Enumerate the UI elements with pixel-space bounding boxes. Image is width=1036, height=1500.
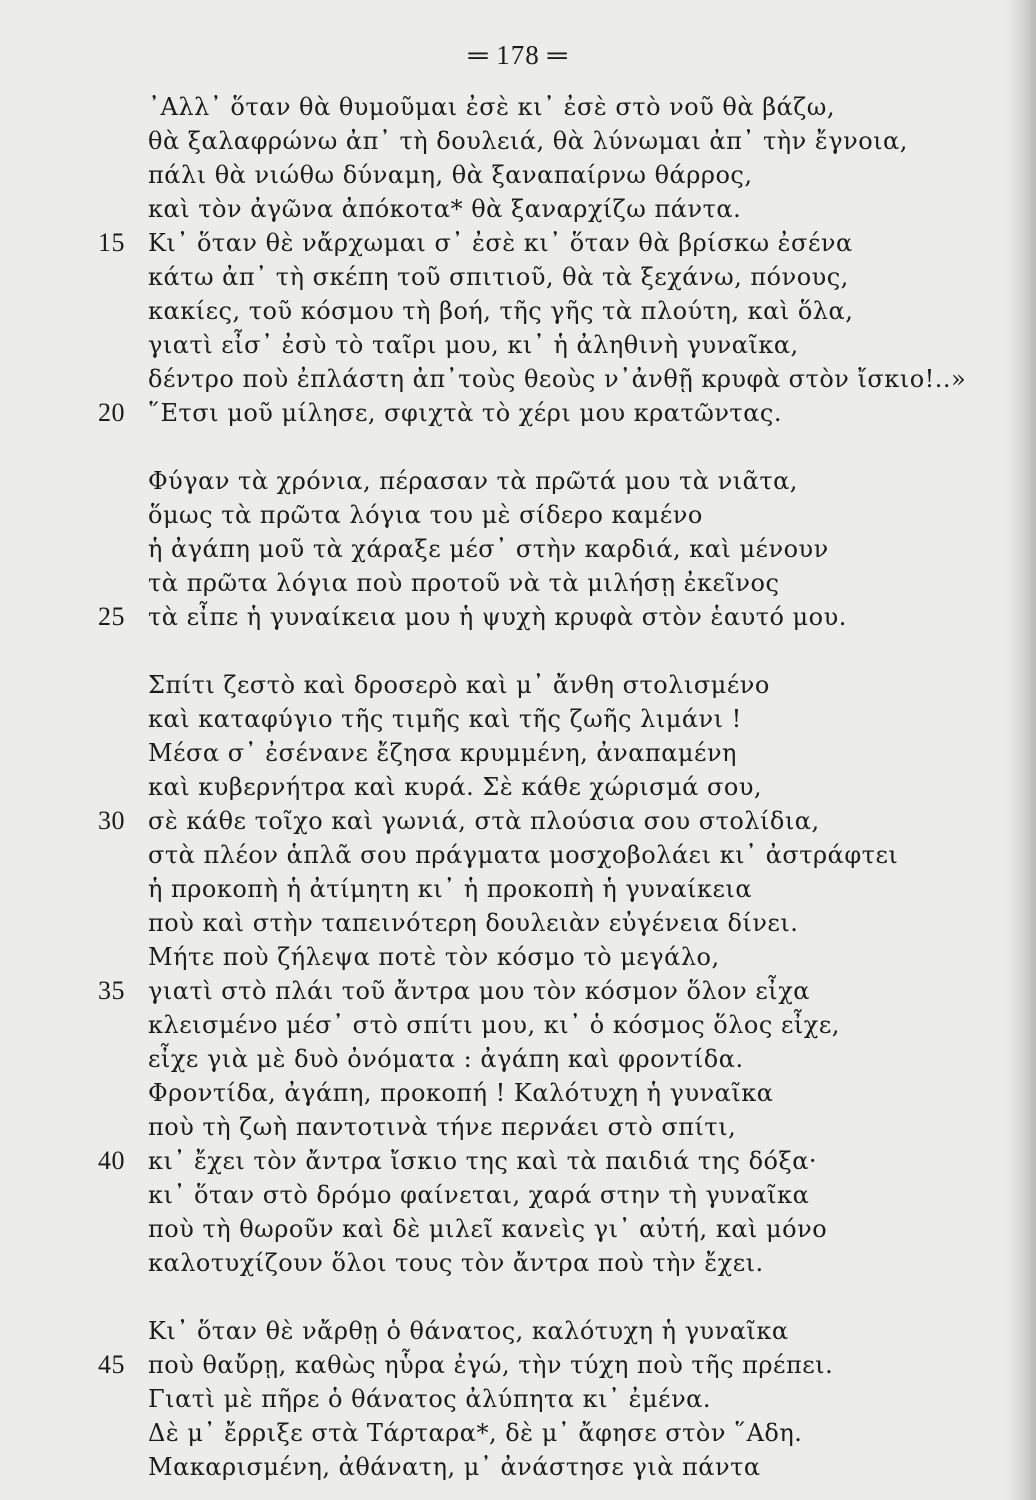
verse-line: [98, 702, 998, 736]
verse-line: [98, 1450, 998, 1484]
verse-line: [98, 260, 998, 294]
verse-text: ἡ ἀγάπη μοῦ τὰ χάραξε μέσ᾿ στὴν καρδιά, καὶ μένουν: [148, 535, 829, 563]
verse-line: [98, 940, 998, 974]
verse-line: [98, 1212, 998, 1246]
verse-text: εἶχε γιὰ μὲ δυὸ ὀνόματα : ἀγάπη καὶ φροντίδα.: [148, 1045, 744, 1073]
verse-line: [98, 1246, 998, 1280]
verse-text: Φύγαν τὰ χρόνια, πέρασαν τὰ πρῶτά μου τὰ νιᾶτα,: [148, 467, 798, 495]
verse-line: [98, 600, 998, 634]
verse-text: ποὺ καὶ στὴν ταπεινότερη δουλειὰν εὐγένεια δίνει.: [148, 909, 799, 937]
line-number: 40: [98, 1146, 125, 1175]
verse-text: Φροντίδα, ἀγάπη, προκοπή ! Καλότυχη ἡ γυναῖκα: [148, 1079, 774, 1107]
poem-text: [98, 90, 998, 1484]
verse-text: ῞Ετσι μοῦ μίλησε, σφιχτὰ τὸ χέρι μου κρατῶντας.: [148, 399, 782, 427]
verse-line: [98, 906, 998, 940]
verse-text: κακίες, τοῦ κόσμου τὴ βοή, τῆς γῆς τὰ πλούτη, καὶ ὅλα,: [148, 297, 854, 325]
verse-text: κλεισμένο μέσ᾿ στὸ σπίτι μου, κι᾿ ὁ κόσμος ὅλος εἶχε,: [148, 1011, 840, 1039]
verse-line: [98, 532, 998, 566]
page-edge-shadow: [1006, 0, 1036, 1500]
stanza-gap: [98, 634, 998, 668]
verse-text: κι᾿ ἔχει τὸν ἄντρα ἴσκιο της καὶ τὰ παιδιά της δόξα·: [148, 1147, 818, 1175]
verse-text: ποὺ τὴ θωροῦν καὶ δὲ μιλεῖ κανεὶς γι᾿ αὐτή, καὶ μόνο: [148, 1215, 828, 1243]
verse-text: ὅμως τὰ πρῶτα λόγια του μὲ σίδερο καμένο: [148, 501, 703, 529]
verse-text: γιατὶ στὸ πλάι τοῦ ἄντρα μου τὸν κόσμον ὅλον εἶχα: [148, 977, 810, 1005]
page-number: ═ 178 ═: [468, 40, 568, 70]
verse-text: Γιατὶ μὲ πῆρε ὁ θάνατος ἀλύπητα κι᾿ ἐμένα.: [148, 1385, 711, 1413]
verse-text: Μακαρισμένη, ἀθάνατη, μ᾿ ἀνάστησε γιὰ πάντα: [148, 1453, 761, 1481]
verse-text: κάτω ἀπ᾿ τὴ σκέπη τοῦ σπιτιοῦ, θὰ τὰ ξεχάνω, πόνους,: [148, 263, 849, 291]
verse-line: [98, 770, 998, 804]
stanza-gap: [98, 430, 998, 464]
verse-text: θὰ ξαλαφρώνω ἀπ᾿ τὴ δουλειά, θὰ λύνωμαι ἀπ᾿ τὴν ἔγνοια,: [148, 127, 908, 155]
verse-text: πάλι θὰ νιώθω δύναμη, θὰ ξαναπαίρνω θάρρος,: [148, 161, 753, 189]
verse-text: καὶ καταφύγιο τῆς τιμῆς καὶ τῆς ζωῆς λιμάνι !: [148, 705, 742, 733]
verse-text: κι᾿ ὅταν στὸ δρόμο φαίνεται, χαρά στην τὴ γυναῖκα: [148, 1181, 810, 1209]
line-number: 25: [98, 602, 125, 631]
verse-line: [98, 1008, 998, 1042]
verse-text: Μήτε ποὺ ζήλεψα ποτὲ τὸν κόσμο τὸ μεγάλο,: [148, 943, 720, 971]
stanza-gap: [98, 1280, 998, 1314]
verse-line: [98, 362, 998, 396]
verse-text: δέντρο ποὺ ἐπλάστη ἀπ᾿τοὺς θεοὺς ν᾿ἀνθῇ κρυφὰ στὸν ἴσκιο!..»: [148, 365, 967, 393]
verse-line: [98, 464, 998, 498]
verse-text: ἡ προκοπὴ ἡ ἀτίμητη κι᾿ ἡ προκοπὴ ἡ γυναίκεια: [148, 875, 753, 903]
verse-line: [98, 838, 998, 872]
verse-line: [98, 226, 998, 260]
verse-line: [98, 498, 998, 532]
verse-text: ποὺ θαὔρῃ, καθὼς ηὗρα ἐγώ, τὴν τύχη ποὺ τῆς πρέπει.: [148, 1351, 834, 1379]
verse-text: Δὲ μ᾿ ἔρριξε στὰ Τάρταρα*, δὲ μ᾿ ἄφησε στὸν ῞Αδη.: [148, 1419, 803, 1447]
verse-line: [98, 1110, 998, 1144]
verse-line: [98, 1416, 998, 1450]
verse-line: [98, 1144, 998, 1178]
verse-line: [98, 566, 998, 600]
verse-line: [98, 294, 998, 328]
verse-text: τὰ εἶπε ἡ γυναίκεια μου ἡ ψυχὴ κρυφὰ στὸν ἑαυτό μου.: [148, 603, 847, 631]
verse-line: [98, 124, 998, 158]
verse-line: [98, 736, 998, 770]
verse-line: [98, 192, 998, 226]
verse-line: [98, 668, 998, 702]
line-number: 20: [98, 398, 125, 427]
verse-text: ποὺ τὴ ζωὴ παντοτινὰ τήνε περνάει στὸ σπίτι,: [148, 1113, 737, 1141]
verse-line: [98, 396, 998, 430]
verse-line: [98, 1076, 998, 1110]
verse-text: τὰ πρῶτα λόγια ποὺ προτοῦ νὰ τὰ μιλήσῃ ἐκεῖνος: [148, 569, 780, 597]
line-number: 15: [98, 228, 125, 257]
verse-text: Σπίτι ζεστὸ καὶ δροσερὸ καὶ μ᾿ ἄνθη στολισμένο: [148, 671, 770, 699]
verse-text: ᾿Αλλ᾿ ὅταν θὰ θυμοῦμαι ἐσὲ κι᾿ ἐσὲ στὸ νοῦ θὰ βάζω,: [148, 93, 835, 121]
verse-text: Κι᾿ ὅταν θὲ νἄρθῃ ὁ θάνατος, καλότυχη ἡ γυναῖκα: [148, 1317, 789, 1345]
verse-text: σὲ κάθε τοῖχο καὶ γωνιά, στὰ πλούσια σου στολίδια,: [148, 807, 820, 835]
verse-text: καὶ κυβερνήτρα καὶ κυρά. Σὲ κάθε χώρισμά σου,: [148, 773, 763, 801]
verse-text: στὰ πλέον ἁπλᾶ σου πράγματα μοσχοβολάει κι᾿ ἀστράφτει: [148, 841, 899, 869]
verse-line: [98, 974, 998, 1008]
verse-text: καὶ τὸν ἀγῶνα ἀπόκοτα* θὰ ξαναρχίζω πάντα.: [148, 195, 742, 223]
line-number: 35: [98, 976, 125, 1005]
verse-text: Μέσα σ᾿ ἐσένανε ἔζησα κρυμμένη, ἀναπαμένη: [148, 739, 737, 767]
verse-line: [98, 158, 998, 192]
verse-line: [98, 328, 998, 362]
verse-text: καλοτυχίζουν ὅλοι τους τὸν ἄντρα ποὺ τὴν ἔχει.: [148, 1249, 764, 1277]
verse-line: [98, 1348, 998, 1382]
verse-line: [98, 1178, 998, 1212]
line-number: 45: [98, 1350, 125, 1379]
line-number: 30: [98, 806, 125, 835]
verse-line: [98, 1382, 998, 1416]
verse-line: [98, 872, 998, 906]
verse-line: [98, 1314, 998, 1348]
verse-text: Κι᾿ ὅταν θὲ νἄρχωμαι σ᾿ ἐσὲ κι᾿ ὅταν θὰ βρίσκω ἐσένα: [148, 229, 853, 257]
verse-line: [98, 1042, 998, 1076]
verse-line: [98, 804, 998, 838]
verse-line: [98, 90, 998, 124]
verse-text: γιατὶ εἶσ᾿ ἐσὺ τὸ ταῖρι μου, κι᾿ ἡ ἀληθινὴ γυναῖκα,: [148, 331, 799, 359]
